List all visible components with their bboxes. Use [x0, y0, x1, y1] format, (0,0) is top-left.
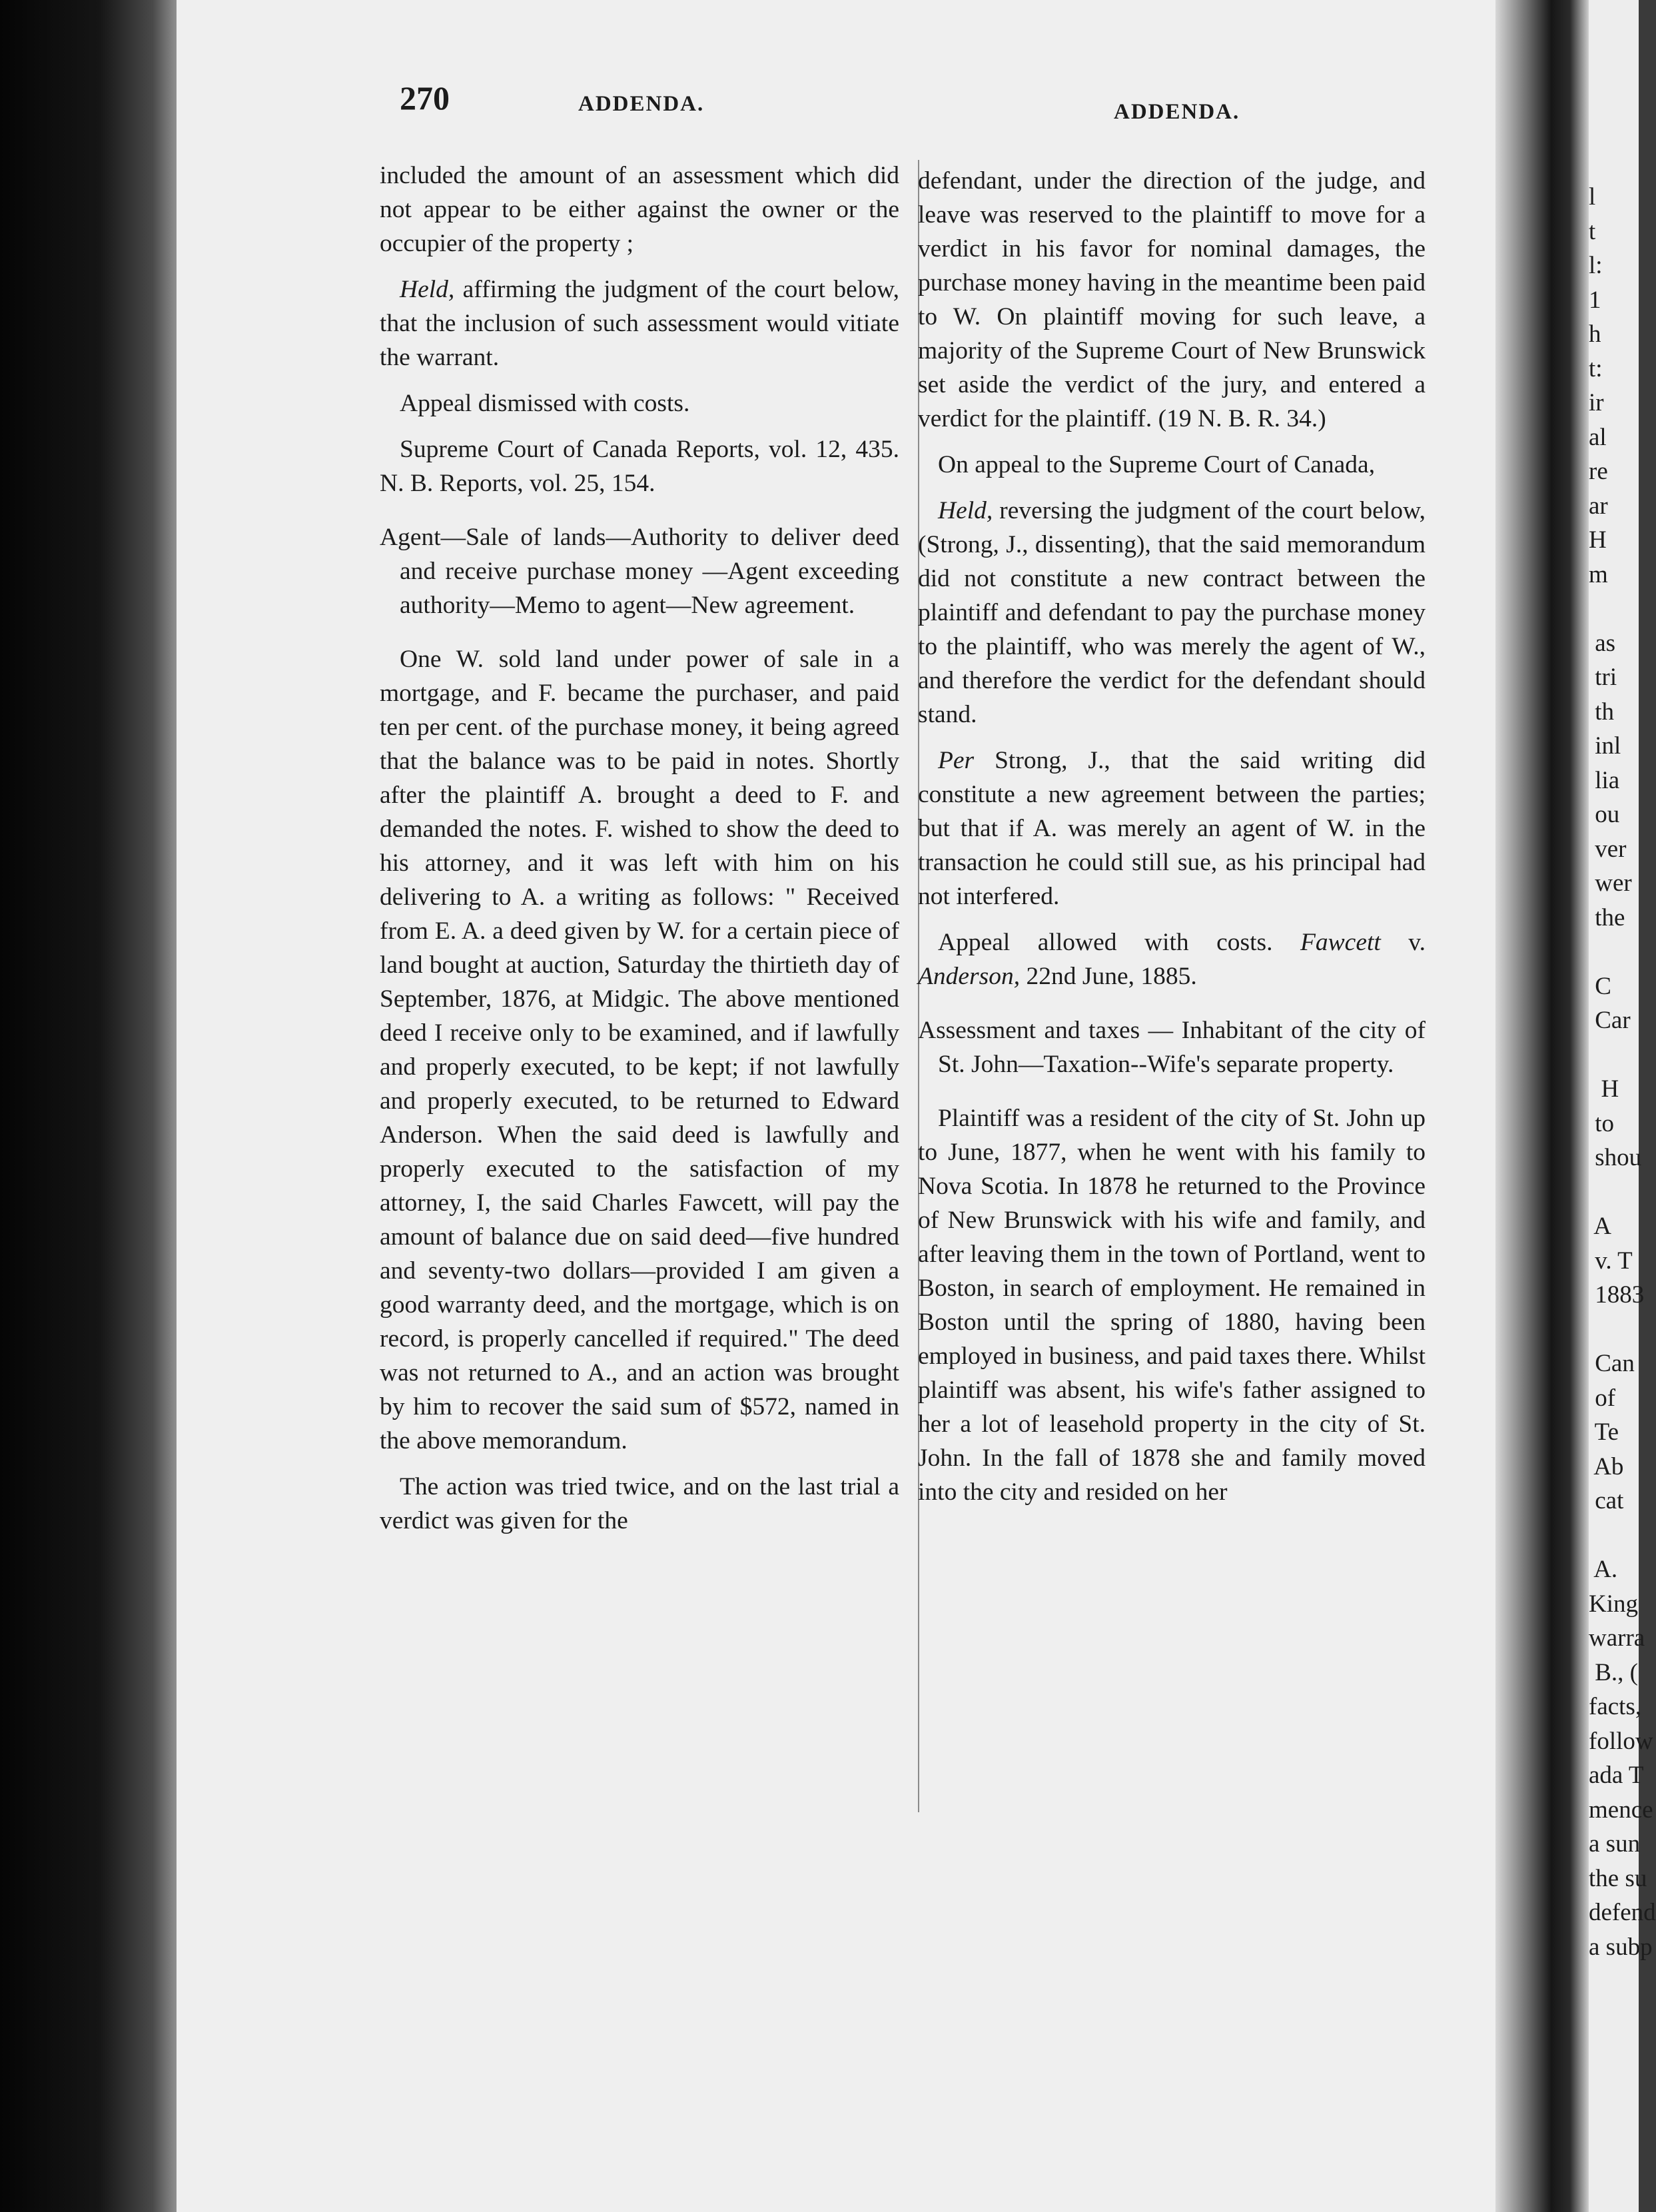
left-column [380, 159, 899, 1550]
case-party: Anderson, [918, 963, 1021, 990]
section-heading: Agent—Sale of lands—Authority to deliver deed and receive purchase money —Agent exceeding authority—Memo to agent—New agreement. [380, 524, 899, 619]
paragraph-text: Appeal allowed with costs. [938, 929, 1301, 956]
scan-edge-left [0, 0, 180, 2212]
facing-page-fragments: l t l: 1 h t: ir al re ar H m as tri th inl lia ou ver wer the C Car H to shou A v. T 1883 Can of Te Ab cat A. King warra B., ( facts, follow ada T mence a sun the su defend a subp [1589, 183, 1656, 1961]
paragraph [918, 494, 1426, 732]
paragraph: One W. sold land under power of sale in a mortgage, and F. became the purchaser, and paid ten per cent. of the purchase money, it being agreed that the balance was to be paid in notes. Shortly after the plaintiff A. brought a deed to F. and demanded the notes. F. wished to show the deed to his attorney, and it was left with him on his delivering to A. a writing as follows: " Received from E. A. a deed given by W. for a certain piece of land bought at auction, Saturday the thirtieth day of September, 1876, at Midgic. The above mentioned deed I receive only to be examined, and if lawfully and properly executed, to be kept; if not lawfully and properly executed, to be returned to Edward Anderson. When the said deed is lawfully and properly executed to the satisfaction of my attorney, I, the said Charles Fawcett, will pay the amount of balance due on said deed—five hundred and seventy-two dollars—provided I am given a good warranty deed, and the mortgage, which is on record, is properly cancelled if required." The deed was not returned to A., and an action was brought by him to recover the said sum of $572, named in the above memorandum. [380, 646, 899, 1454]
page-number: 270 [400, 79, 450, 117]
paragraph: Appeal dismissed with costs. [400, 390, 690, 417]
running-head-left: ADDENDA. [578, 92, 705, 116]
held-label: Held, [400, 276, 455, 303]
case-citation [918, 925, 1426, 993]
paragraph-text: affirming the judgment of the court below, that the inclusion of such assessment would vitiate the warrant. [380, 276, 899, 371]
paragraph: defendant, under the direction of the judge, and leave was reserved to the plaintiff to move for a verdict in his favor for nominal damages, the purchase money having in the meantime been paid to W. On plaintiff moving for such leave, a majority of the Supreme Court of New Brunswick set aside the verdict of the jury, and entered a verdict for the plaintiff. (19 N. B. R. 34.) [918, 167, 1426, 432]
section-heading: Assessment and taxes — Inhabitant of the city of St. John—Taxation--Wife's separate property. [918, 1017, 1426, 1078]
paragraph [918, 744, 1426, 913]
paragraph [380, 273, 899, 374]
book-gutter [1495, 0, 1589, 2212]
paragraph-text: Strong, J., that the said writing did constitute a new agreement between the parties; but that if A. was merely an agent of W. in the transaction he could still sue, as his principal had not interfered. [918, 747, 1426, 910]
running-head-right: ADDENDA. [1114, 100, 1240, 124]
paragraph-text: v. [1380, 929, 1426, 956]
held-label: Held, [938, 497, 993, 524]
per-label: Per [938, 747, 975, 774]
case-party: Fawcett [1300, 929, 1381, 956]
paragraph-text: 22nd June, 1885. [1020, 963, 1197, 990]
paragraph: On appeal to the Supreme Court of Canada, [938, 451, 1376, 478]
citation: Supreme Court of Canada Reports, vol. 12, 435. N. B. Reports, vol. 25, 154. [380, 436, 899, 497]
paragraph: The action was tried twice, and on the last trial a verdict was given for the [380, 1473, 899, 1534]
paragraph: included the amount of an assessment which did not appear to be either against the owner or the occupier of the property ; [380, 162, 899, 257]
right-column [918, 164, 1426, 1521]
paragraph: Plaintiff was a resident of the city of St. John up to June, 1877, when he went with his family to Nova Scotia. In 1878 he returned to the Province of New Brunswick with his wife and family, and after leaving them in the town of Portland, went to Boston, in search of employment. He remained in Boston until the spring of 1880, having been employed in business, and paid taxes there. Whilst plaintiff was absent, his wife's father assigned to her a lot of leasehold property in the city of St. John. In the fall of 1878 she and family moved into the city and resided on her [918, 1105, 1426, 1506]
paragraph-text: reversing the judgment of the court below, (Strong, J., dissenting), that the said memorandum did not constitute a new contract between the plaintiff and defendant to pay the purchase money to the plaintiff, who was merely the agent of W., and therefore the verdict for the defendant should stand. [918, 497, 1426, 728]
